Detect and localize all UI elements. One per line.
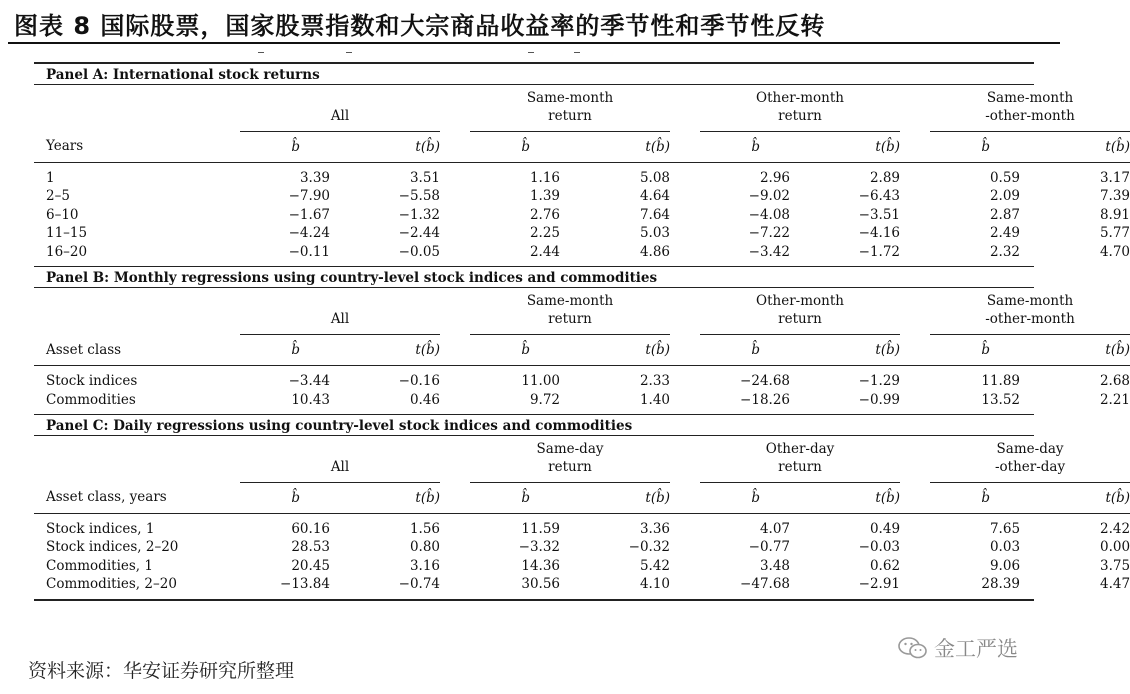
coef-cell: 20.45 (291, 557, 330, 574)
coef-cell: 9.06 (989, 557, 1021, 574)
group-header-line2: All (330, 310, 350, 327)
coef-cell: 4.07 (759, 520, 791, 537)
coef-column-header: b̂ (981, 341, 991, 358)
group-header-line1: Same-month (986, 292, 1074, 309)
table-row (34, 575, 1130, 594)
tstat-cell: 0.49 (869, 520, 901, 537)
coef-column-header: b̂ (291, 341, 300, 358)
coef-column-header: b̂ (981, 489, 991, 506)
tstat-column-header: t(b̂) (415, 489, 441, 506)
coef-cell: 30.56 (521, 576, 561, 593)
tstat-cell: −0.74 (398, 576, 441, 593)
tstat-cell: −2.44 (398, 225, 441, 242)
coef-cell: 3.48 (759, 557, 791, 574)
coef-cell: 0.59 (989, 169, 1021, 186)
coef-cell: 2.25 (529, 225, 561, 242)
coef-cell: −7.90 (288, 188, 330, 205)
tstat-cell: 8.91 (1099, 206, 1130, 223)
column-group-header (930, 85, 1130, 131)
table-bottom-rule (34, 599, 1034, 601)
coef-column-header: b̂ (981, 138, 991, 155)
tstat-cell: −0.03 (858, 539, 901, 556)
tstat-column-header: t(b̂) (875, 138, 901, 155)
coef-column-header: b̂ (751, 489, 761, 506)
tstat-cell: 5.03 (639, 225, 671, 242)
tstat-cell: −3.51 (858, 206, 901, 223)
coef-cell: −9.02 (748, 188, 791, 205)
source-note: 资料来源：华安证券研究所整理 (28, 660, 295, 682)
tstat-cell: −6.43 (858, 188, 901, 205)
tstat-cell: 3.36 (639, 520, 671, 537)
tstat-cell: −0.32 (628, 539, 671, 556)
column-group-header (240, 288, 440, 334)
coef-cell: 2.96 (759, 169, 791, 186)
coef-cell: 11.89 (981, 372, 1021, 389)
tstat-cell: 1.56 (409, 520, 441, 537)
coef-cell: 1.39 (529, 188, 561, 205)
coef-cell: 60.16 (291, 520, 330, 537)
row-label: 16–20 (46, 243, 88, 260)
tstat-cell: −1.29 (858, 372, 901, 389)
group-header-line1: Same-month (986, 89, 1074, 106)
row-label: 2–5 (46, 188, 70, 205)
group-header-line2: return (778, 310, 822, 327)
row-label: 11–15 (46, 225, 88, 242)
column-group-header (930, 288, 1130, 334)
tstat-cell: 7.39 (1099, 188, 1130, 205)
tstat-cell: 1.40 (639, 391, 671, 408)
table-row (34, 372, 1130, 391)
tstat-column-header: t(b̂) (1105, 138, 1130, 155)
table-row (34, 520, 1130, 539)
coef-cell: 11.59 (521, 520, 561, 537)
coef-cell: −0.77 (748, 539, 791, 556)
row-label: Stock indices (46, 372, 138, 389)
group-header-line2: -other-day (994, 458, 1066, 475)
tstat-column-header: t(b̂) (645, 138, 671, 155)
tstat-cell: −0.99 (858, 391, 901, 408)
row-label: Stock indices, 1 (46, 520, 155, 537)
tstat-cell: 2.33 (639, 372, 671, 389)
tstat-cell: 0.46 (409, 391, 441, 408)
row-label: 6–10 (46, 206, 79, 223)
title-rule (8, 42, 1060, 44)
tstat-cell: 4.70 (1099, 243, 1130, 260)
coef-cell: 7.65 (989, 520, 1021, 537)
coef-column-header: b̂ (751, 138, 761, 155)
results-table (34, 48, 1130, 601)
panel-title: Panel B: Monthly regressions using country-level stock indices and commodities (46, 270, 658, 287)
tstat-cell: 5.08 (639, 169, 671, 186)
tstat-cell: 0.00 (1099, 539, 1130, 556)
panel-table (34, 85, 1130, 266)
tstat-column-header: t(b̂) (415, 138, 441, 155)
tstat-cell: 4.64 (639, 188, 671, 205)
coef-cell: −13.84 (280, 576, 330, 593)
table-row (34, 243, 1130, 262)
coef-cell: 2.09 (989, 188, 1021, 205)
tstat-cell: −4.16 (858, 225, 901, 242)
tstat-cell: 4.10 (639, 576, 671, 593)
column-group-header (700, 288, 900, 334)
row-label: 1 (46, 169, 55, 186)
coef-cell: −7.22 (748, 225, 791, 242)
panel-title: Panel A: International stock returns (46, 67, 320, 83)
column-group-header (700, 436, 900, 482)
coef-cell: −3.32 (518, 539, 561, 556)
group-header-line1 (240, 440, 440, 458)
group-header-line2: All (330, 107, 350, 124)
table-row (34, 391, 1130, 410)
column-group-header (470, 85, 670, 131)
coef-column-header: b̂ (521, 341, 531, 358)
table-row (34, 538, 1130, 557)
coef-cell: 2.49 (989, 225, 1021, 242)
group-header-line1: Other-month (756, 292, 844, 309)
row-label-header: Asset class, years (46, 489, 167, 506)
group-header-line2: return (548, 310, 592, 327)
group-header-line2: All (330, 458, 350, 475)
tstat-cell: 0.62 (869, 557, 901, 574)
coef-cell: −24.68 (740, 372, 791, 389)
group-header-line2: -other-month (985, 310, 1075, 327)
tstat-cell: 2.68 (1099, 372, 1130, 389)
tstat-cell: 3.51 (409, 169, 441, 186)
table-row (34, 169, 1130, 188)
tstat-cell: 2.21 (1099, 391, 1130, 408)
row-label-header: Asset class (46, 341, 122, 358)
coef-cell: 0.03 (989, 539, 1021, 556)
panel-table (34, 436, 1130, 599)
group-header-line2: return (778, 107, 822, 124)
table-row (34, 557, 1130, 576)
tstat-column-header: t(b̂) (415, 341, 441, 358)
coef-cell: 13.52 (981, 391, 1021, 408)
table-row (34, 206, 1130, 225)
tstat-cell: −2.91 (858, 576, 901, 593)
coef-cell: −4.24 (288, 225, 330, 242)
row-label: Stock indices, 2–20 (46, 539, 179, 556)
group-header-line2: return (548, 107, 592, 124)
coef-column-header: b̂ (291, 489, 300, 506)
tstat-cell: 4.86 (639, 243, 671, 260)
coef-cell: −3.42 (748, 243, 791, 260)
tstat-cell: 7.64 (639, 206, 671, 223)
tstat-cell: 4.47 (1099, 576, 1130, 593)
coef-cell: −3.44 (288, 372, 330, 389)
tstat-column-header: t(b̂) (875, 341, 901, 358)
figure-title: 图表 8 国际股票，国家股票指数和大宗商品收益率的季节性和季节性反转 (14, 12, 826, 40)
coef-column-header: b̂ (521, 138, 531, 155)
tstat-cell: 3.16 (409, 557, 441, 574)
coef-cell: 3.39 (299, 169, 330, 186)
group-header-line1 (240, 89, 440, 107)
coef-cell: 11.00 (521, 372, 561, 389)
watermark-text: 金工严选 (934, 637, 1018, 661)
column-group-header (470, 436, 670, 482)
group-header-line1: Same-month (526, 89, 614, 106)
coef-cell: 2.76 (529, 206, 561, 223)
watermark (898, 634, 1018, 662)
tstat-cell: 5.42 (639, 557, 671, 574)
coef-column-header: b̂ (291, 138, 300, 155)
panel-title: Panel C: Daily regressions using country-level stock indices and commodities (46, 418, 633, 435)
cropped-header-fragment (34, 48, 1034, 62)
tstat-cell: 0.80 (409, 539, 441, 556)
tstat-cell: −1.72 (858, 243, 901, 260)
group-header-line1: Other-day (765, 440, 835, 457)
tstat-cell: −0.05 (398, 243, 441, 260)
coef-cell: −0.11 (288, 243, 330, 260)
group-header-line1 (240, 292, 440, 310)
coef-cell: 2.44 (529, 243, 561, 260)
row-label-header: Years (46, 138, 84, 155)
coef-cell: 14.36 (521, 557, 561, 574)
tstat-cell: −5.58 (398, 188, 441, 205)
tstat-column-header: t(b̂) (1105, 341, 1130, 358)
coef-cell: 9.72 (529, 391, 561, 408)
tstat-cell: −1.32 (398, 206, 441, 223)
tstat-cell: 2.42 (1099, 520, 1130, 537)
column-group-header (930, 436, 1130, 482)
coef-cell: −4.08 (748, 206, 791, 223)
coef-cell: −18.26 (740, 391, 791, 408)
tstat-column-header: t(b̂) (645, 489, 671, 506)
group-header-line1: Same-day (536, 440, 604, 457)
wechat-icon (898, 637, 928, 659)
table-row (34, 224, 1130, 243)
group-header-line1: Same-month (526, 292, 614, 309)
column-group-header (470, 288, 670, 334)
group-header-line2: return (548, 458, 592, 475)
coef-column-header: b̂ (751, 341, 761, 358)
coef-cell: 1.16 (529, 169, 561, 186)
table-row (34, 187, 1130, 206)
coef-cell: 28.53 (291, 539, 330, 556)
tstat-cell: −0.16 (398, 372, 441, 389)
row-label: Commodities, 2–20 (46, 576, 177, 593)
coef-cell: 2.87 (989, 206, 1021, 223)
column-group-header (700, 85, 900, 131)
tstat-cell: 3.75 (1099, 557, 1130, 574)
coef-column-header: b̂ (521, 489, 531, 506)
coef-cell: 2.32 (989, 243, 1021, 260)
tstat-cell: 2.89 (869, 169, 901, 186)
column-group-header (240, 436, 440, 482)
group-header-line1: Same-day (996, 440, 1064, 457)
tstat-column-header: t(b̂) (875, 489, 901, 506)
tstat-cell: 3.17 (1099, 169, 1130, 186)
group-header-line2: return (778, 458, 822, 475)
coef-cell: 28.39 (981, 576, 1021, 593)
tstat-column-header: t(b̂) (645, 341, 671, 358)
coef-cell: 10.43 (291, 391, 330, 408)
row-label: Commodities (46, 391, 136, 408)
group-header-line1: Other-month (756, 89, 844, 106)
panel-table (34, 288, 1130, 414)
column-group-header (240, 85, 440, 131)
coef-cell: −47.68 (740, 576, 791, 593)
group-header-line2: -other-month (985, 107, 1075, 124)
row-label: Commodities, 1 (46, 557, 153, 574)
coef-cell: −1.67 (288, 206, 330, 223)
tstat-column-header: t(b̂) (1105, 489, 1130, 506)
tstat-cell: 5.77 (1099, 225, 1130, 242)
